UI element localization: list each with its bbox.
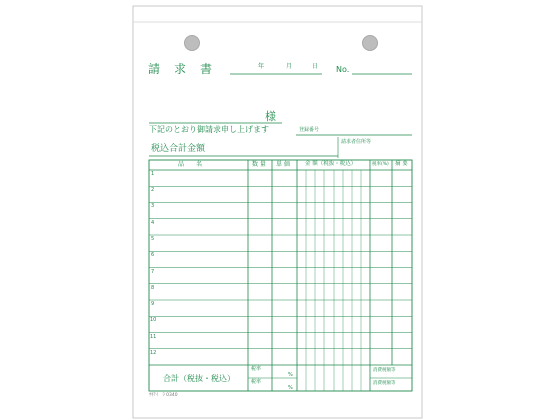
tax-rate-label-1: 税率 bbox=[251, 366, 262, 372]
col-header-qty: 数 量 bbox=[252, 161, 266, 168]
row-number: 1 bbox=[151, 171, 155, 177]
row-number: 12 bbox=[150, 350, 157, 356]
percent-sign-2: % bbox=[288, 385, 293, 391]
form-code: ｳｷｱｲ ﾗ 0340 bbox=[149, 393, 178, 398]
percent-sign-1: % bbox=[288, 372, 293, 378]
date-month-label: 月 bbox=[286, 63, 293, 70]
issuer-address-label: 請求者住所等 bbox=[341, 139, 372, 145]
registration-number-label: 登録番号 bbox=[299, 127, 320, 133]
tax-rate-label-2: 税率 bbox=[251, 379, 262, 385]
col-header-unit-price: 単 価 bbox=[276, 161, 290, 168]
punch-hole-right bbox=[362, 35, 378, 51]
row-number: 7 bbox=[151, 269, 155, 275]
row-number: 6 bbox=[151, 252, 155, 258]
subtotal-label: 合計（税抜・税込） bbox=[163, 374, 235, 383]
row-number: 2 bbox=[151, 187, 155, 193]
col-header-remarks: 摘 要 bbox=[395, 161, 408, 167]
row-number: 10 bbox=[150, 317, 157, 323]
row-number: 9 bbox=[151, 301, 155, 307]
row-number: 4 bbox=[151, 220, 155, 226]
col-header-tax-rate: 税率(%) bbox=[372, 162, 389, 167]
number-label: No. bbox=[336, 65, 350, 74]
invoice-statement: 下記のとおり御請求申し上げます bbox=[149, 125, 269, 134]
consumption-tax-label-2: 消費税額等 bbox=[373, 381, 396, 386]
col-header-item: 品 名 bbox=[178, 161, 203, 168]
honorific-sama: 様 bbox=[265, 110, 276, 123]
row-number: 5 bbox=[151, 236, 155, 242]
row-number: 11 bbox=[150, 334, 157, 340]
invoice-title: 請 求 書 bbox=[148, 62, 214, 76]
punch-hole-left bbox=[184, 35, 200, 51]
col-header-amount: 金 額（税抜・税込） bbox=[305, 161, 357, 167]
row-number: 8 bbox=[151, 285, 155, 291]
date-day-label: 日 bbox=[312, 63, 319, 70]
tax-inclusive-total-label: 税込合計金額 bbox=[151, 144, 206, 154]
row-number: 3 bbox=[151, 203, 155, 209]
consumption-tax-label-1: 消費税額等 bbox=[373, 368, 396, 373]
date-year-label: 年 bbox=[258, 63, 265, 70]
